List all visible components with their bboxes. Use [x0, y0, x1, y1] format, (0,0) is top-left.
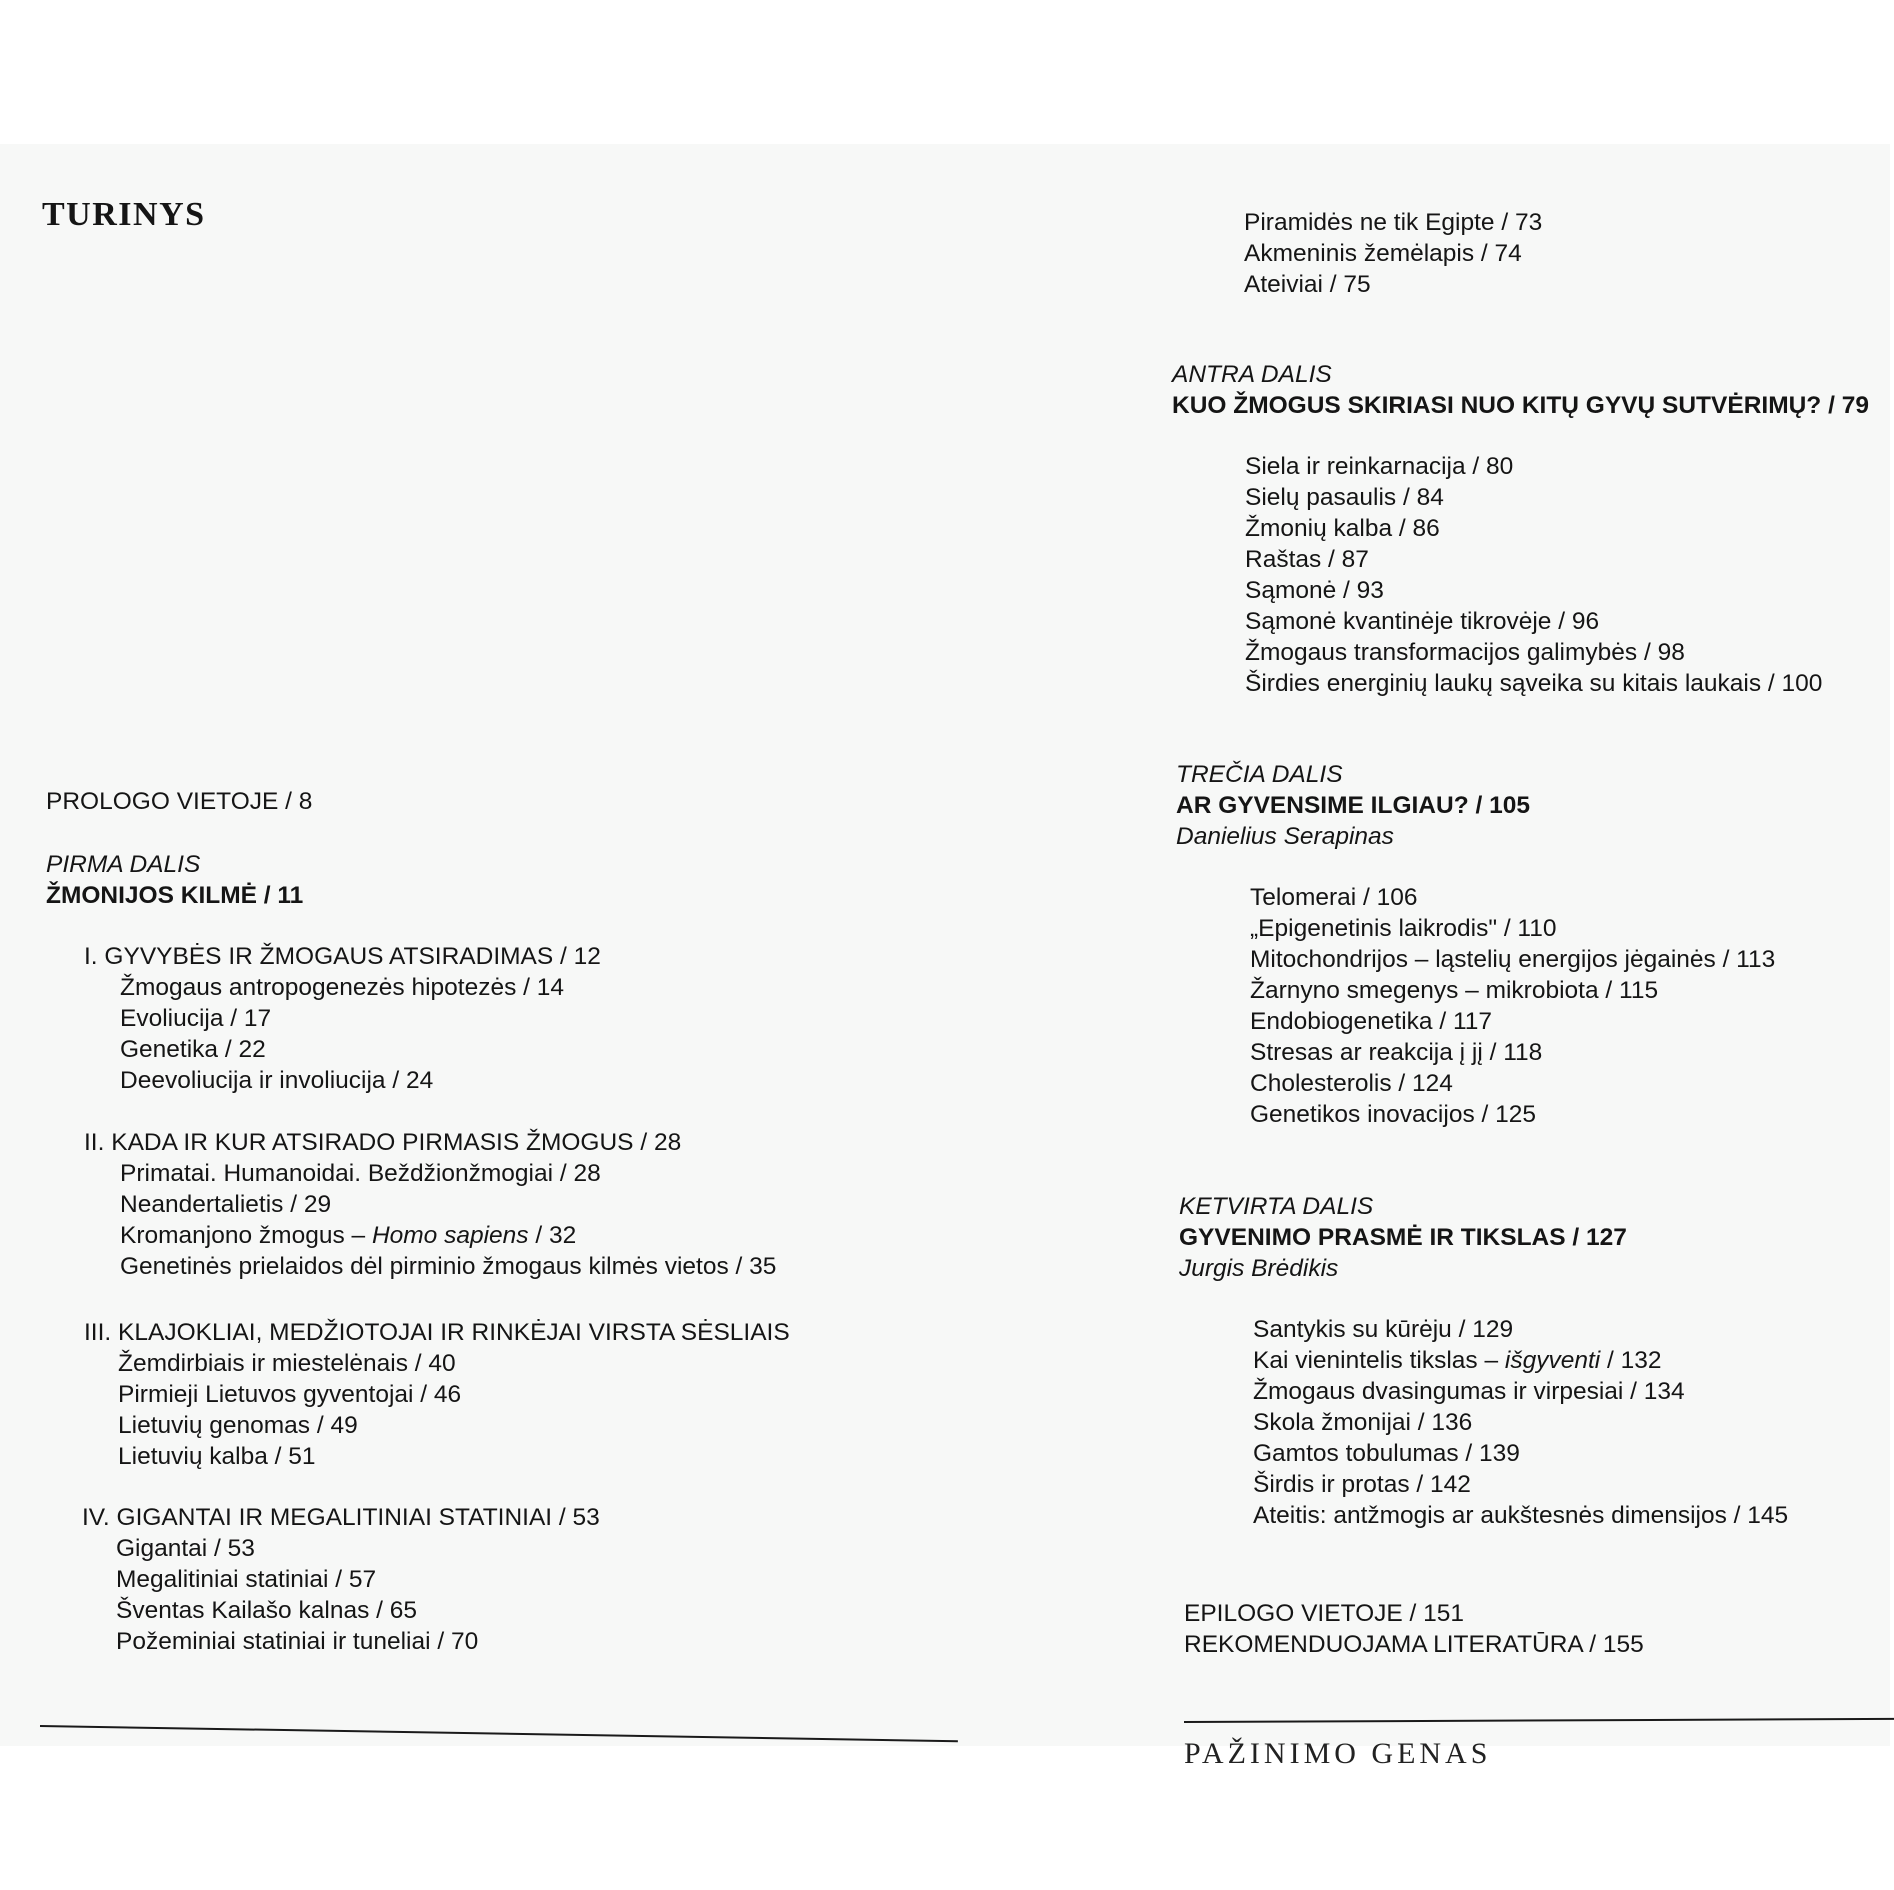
toc-item: Santykis su kūrėju / 129	[1253, 1316, 1514, 1343]
toc-item: Evoliucija / 17	[120, 1005, 272, 1032]
toc-item-text: Kai vienintelis tikslas –	[1253, 1347, 1505, 1374]
toc-item: Žmogaus dvasingumas ir virpesiai / 134	[1253, 1378, 1685, 1405]
prologue-entry: PROLOGO VIETOJE / 8	[46, 788, 313, 815]
next-page-heading-cut	[1184, 1737, 1492, 1770]
chapter-title: IV. GIGANTAI IR MEGALITINIAI STATINIAI / 53	[82, 1504, 600, 1531]
chapter-4	[82, 1502, 600, 1657]
toc-item: Ateitis: antžmogis ar aukštesnės dimensijos / 145	[1253, 1502, 1789, 1529]
toc-item-page: / 32	[528, 1222, 577, 1249]
toc-item: Endobiogenetika / 117	[1250, 1008, 1493, 1035]
toc-item: Sąmonė kvantinėje tikrovėje / 96	[1245, 608, 1600, 635]
toc-item: Pirmieji Lietuvos gyventojai / 46	[118, 1381, 462, 1408]
toc-item: Sielų pasaulis / 84	[1245, 484, 1444, 511]
toc-item: Akmeninis žemėlapis / 74	[1244, 240, 1522, 267]
epilogue-entry: EPILOGO VIETOJE / 151	[1184, 1600, 1465, 1627]
part1-label: PIRMA DALIS	[46, 851, 201, 878]
toc-item: Žmonių kalba / 86	[1245, 515, 1440, 542]
part4-author: Jurgis Brėdikis	[1179, 1255, 1339, 1282]
toc-item: Žemdirbiais ir miestelėnais / 40	[118, 1350, 456, 1377]
toc-item-text: Kromanjono žmogus –	[120, 1222, 372, 1249]
toc-item	[120, 1220, 776, 1251]
continued-items	[1244, 207, 1542, 300]
book-spread	[0, 144, 1890, 1770]
chapter-1	[84, 941, 601, 1096]
toc-item: Deevoliucija ir involiucija / 24	[120, 1067, 434, 1094]
toc-item: Mitochondrijos – ląstelių energijos jėgainės / 113	[1250, 946, 1776, 973]
right-rule	[1184, 1718, 1894, 1723]
toc-item: Širdies energinių laukų sąveika su kitais laukais / 100	[1245, 670, 1823, 697]
toc-item-italic: Homo sapiens	[371, 1222, 529, 1249]
left-rule	[40, 1725, 958, 1742]
toc-item-page: / 132	[1600, 1347, 1662, 1374]
toc-item: Stresas ar reakcija į jį / 118	[1250, 1039, 1543, 1066]
page-title: TURINYS	[42, 196, 206, 233]
toc-item: Gamtos tobulumas / 139	[1253, 1440, 1520, 1467]
toc-item: Gigantai / 53	[116, 1535, 255, 1562]
part3-label: TREČIA DALIS	[1176, 761, 1343, 788]
toc-item: Megalitiniai statiniai / 57	[116, 1566, 377, 1593]
part3-author: Danielius Serapinas	[1176, 823, 1394, 850]
toc-item: Primatai. Humanoidai. Beždžionžmogiai / 28	[120, 1160, 601, 1187]
toc-item-italic: išgyventi	[1504, 1347, 1601, 1374]
part4-label: KETVIRTA DALIS	[1179, 1193, 1374, 1220]
toc-item: Žmogaus antropogenezės hipotezės / 14	[120, 974, 565, 1001]
toc-item: Genetinės prielaidos dėl pirminio žmogaus kilmės vietos / 35	[120, 1253, 777, 1280]
part1-heading: ŽMONIJOS KILMĖ / 11	[46, 882, 304, 909]
toc-item: Lietuvių genomas / 49	[118, 1412, 358, 1439]
chapter-2	[84, 1127, 776, 1282]
toc-item: Neandertalietis / 29	[120, 1191, 332, 1218]
toc-item	[1253, 1345, 1788, 1376]
toc-item: Požeminiai statiniai ir tuneliai / 70	[116, 1628, 479, 1655]
toc-item: Šventas Kailašo kalnas / 65	[116, 1597, 417, 1624]
toc-item: Sąmonė / 93	[1245, 577, 1384, 604]
toc-item: Genetikos inovacijos / 125	[1250, 1101, 1536, 1128]
toc-item: „Epigenetinis laikrodis" / 110	[1250, 915, 1557, 942]
toc-item: Cholesterolis / 124	[1250, 1070, 1453, 1097]
toc-item: Žarnyno smegenys – mikrobiota / 115	[1250, 977, 1659, 1004]
part2-items	[1245, 451, 1822, 699]
part2-heading: KUO ŽMOGUS SKIRIASI NUO KITŲ GYVŲ SUTVĖRIMŲ? / 79	[1172, 392, 1869, 419]
chapter-title: I. GYVYBĖS IR ŽMOGAUS ATSIRADIMAS / 12	[84, 943, 601, 970]
toc-item: Širdis ir protas / 142	[1253, 1471, 1471, 1498]
chapter-title: II. KADA IR KUR ATSIRADO PIRMASIS ŽMOGUS / 28	[84, 1129, 682, 1156]
part2-label: ANTRA DALIS	[1172, 361, 1332, 388]
toc-item: Piramidės ne tik Egipte / 73	[1244, 209, 1543, 236]
part4-heading: GYVENIMO PRASMĖ IR TIKSLAS / 127	[1179, 1224, 1627, 1251]
next-page-heading-text: PAŽINIMO GENAS	[1184, 1737, 1492, 1770]
part4-items	[1253, 1314, 1788, 1531]
part3-heading: AR GYVENSIME ILGIAU? / 105	[1176, 792, 1530, 819]
chapter-3	[84, 1317, 790, 1472]
toc-item: Telomerai / 106	[1250, 884, 1418, 911]
toc-item: Žmogaus transformacijos galimybės / 98	[1245, 639, 1685, 666]
toc-item: Skola žmonijai / 136	[1253, 1409, 1473, 1436]
part3-items	[1250, 882, 1775, 1130]
toc-item: Siela ir reinkarnacija / 80	[1245, 453, 1514, 480]
toc-item: Genetika / 22	[120, 1036, 266, 1063]
toc-item: Lietuvių kalba / 51	[118, 1443, 316, 1470]
literature-entry: REKOMENDUOJAMA LITERATŪRA / 155	[1184, 1631, 1644, 1658]
toc-item: Ateiviai / 75	[1244, 271, 1371, 298]
toc-item: Raštas / 87	[1245, 546, 1369, 573]
chapter-title: III. KLAJOKLIAI, MEDŽIOTOJAI IR RINKĖJAI VIRSTA SĖSLIAIS	[84, 1319, 790, 1346]
